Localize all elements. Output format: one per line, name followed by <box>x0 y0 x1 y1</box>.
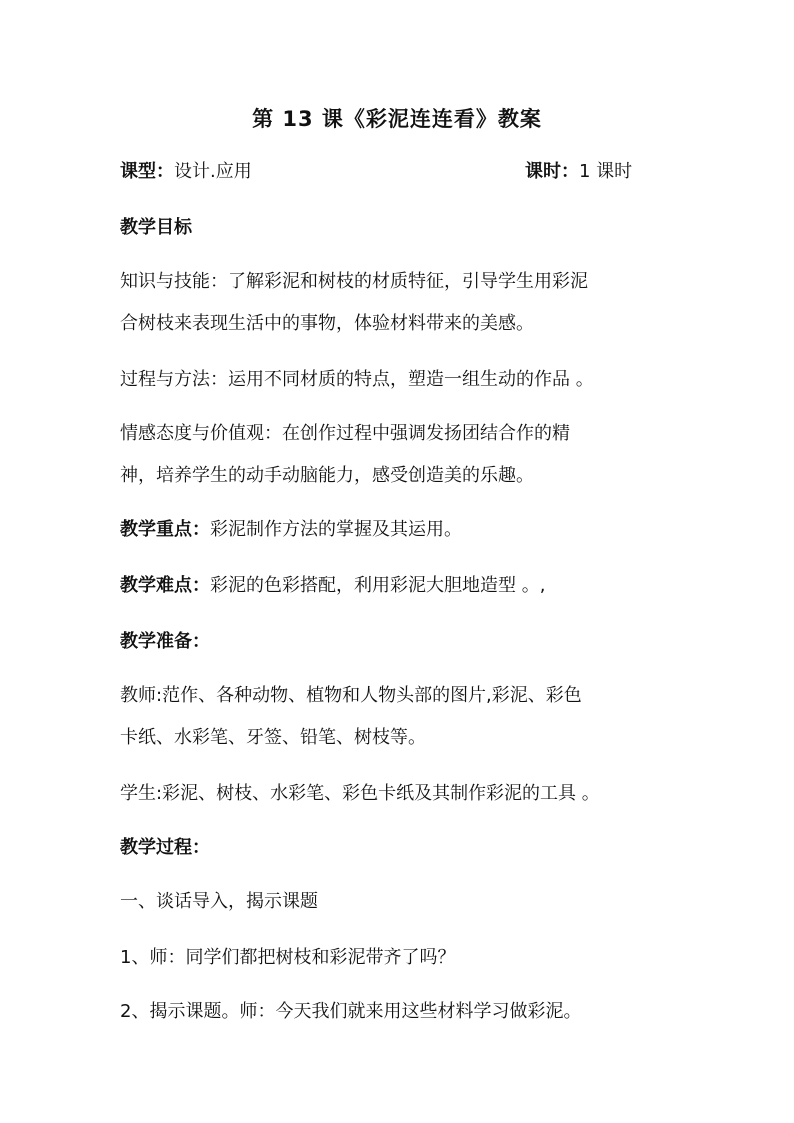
goals-heading: 教学目标 <box>120 217 192 238</box>
lesson-type-label: 课型： <box>120 161 174 182</box>
difficulty-text: 彩泥的色彩搭配，利用彩泥大胆地造型 。, <box>210 575 546 596</box>
knowledge-line-1: 知识与技能：了解彩泥和树枝的材质特征，引导学生用彩泥 <box>120 271 588 292</box>
lesson-hours <box>525 160 632 184</box>
process-heading: 教学过程： <box>120 837 210 858</box>
process-method: 过程与方法：运用不同材质的特点，塑造一组生动的作品 。 <box>120 369 594 390</box>
lesson-meta <box>120 160 680 184</box>
section-1-heading: 一、谈话导入，揭示课题 <box>120 891 318 912</box>
lesson-hours-value: 1 课时 <box>579 161 633 182</box>
knowledge-line-2: 合树枝来表现生活中的事物，体验材料带来的美感。 <box>120 313 534 334</box>
document-title: 第 13 课《彩泥连连看》教案 <box>252 107 542 131</box>
prep-heading: 教学准备： <box>120 631 210 652</box>
difficulty <box>120 574 680 598</box>
lesson-type-value: 设计.应用 <box>174 161 252 182</box>
emotion-line-2: 神，培养学生的动手动脑能力，感受创造美的乐趣。 <box>120 465 534 486</box>
step-1: 1、师：同学们都把树枝和彩泥带齐了吗？ <box>120 947 456 968</box>
key-point-text: 彩泥制作方法的掌握及其运用。 <box>210 519 462 540</box>
key-point <box>120 518 680 542</box>
emotion-line-1: 情感态度与价值观：在创作过程中强调发扬团结合作的精 <box>120 423 570 444</box>
difficulty-label: 教学难点： <box>120 575 210 596</box>
teacher-prep-line-2: 卡纸、水彩笔、牙签、铅笔、树枝等。 <box>120 727 426 748</box>
teacher-prep-line-1: 教师:范作、各种动物、植物和人物头部的图片,彩泥、彩色 <box>120 685 582 706</box>
step-2: 2、揭示课题。师：今天我们就来用这些材料学习做彩泥。 <box>120 1001 582 1022</box>
key-point-label: 教学重点： <box>120 519 210 540</box>
lesson-hours-label: 课时： <box>525 161 579 182</box>
student-prep: 学生:彩泥、树枝、水彩笔、彩色卡纸及其制作彩泥的工具 。 <box>120 783 600 804</box>
